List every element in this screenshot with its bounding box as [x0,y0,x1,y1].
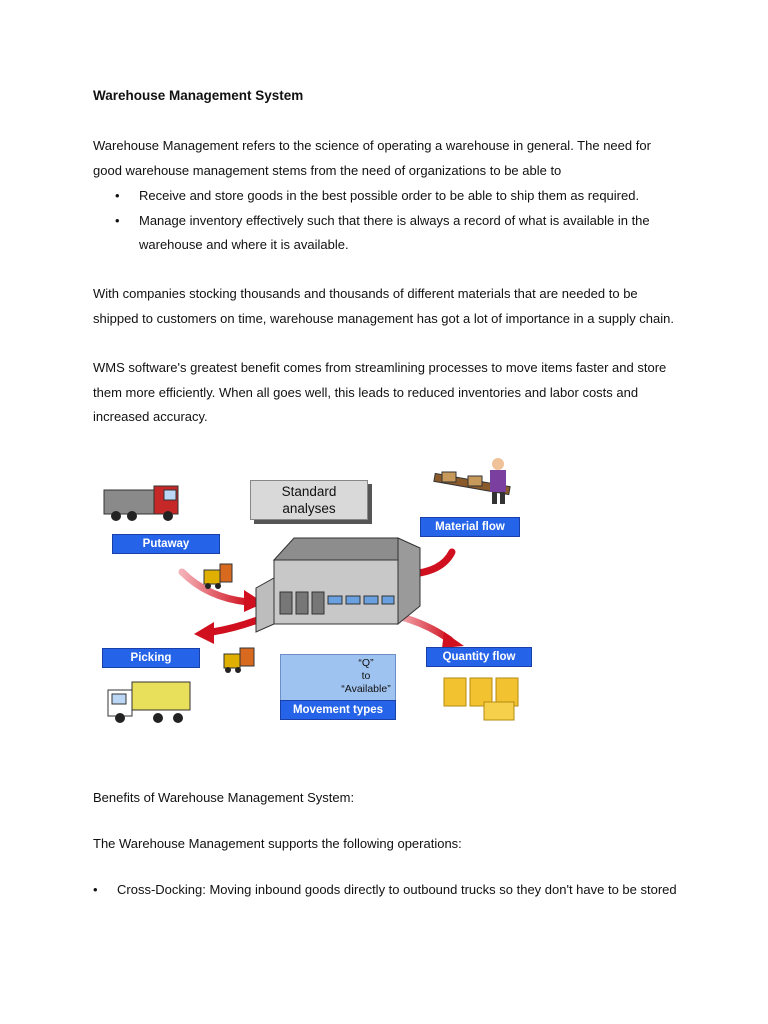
intro-paragraph: Warehouse Management refers to the science of operating a warehouse in general. The need for good warehouse management stems from the need of organizations to be able to [93,138,651,178]
movement-types-label: Movement types [280,700,396,720]
forklift-icon [204,564,232,589]
warehouse-building-icon [256,538,420,632]
q-text-line2: to [361,670,371,682]
operations-list [93,878,678,903]
warehouse-diagram [98,456,538,726]
arrow-quantity-out [398,616,464,648]
material-flow-label: Material flow [420,517,520,537]
supply-chain-paragraph: With companies stocking thousands and thousands of different materials that are needed to be shipped to customers on time, warehouse management has got a lot of importance in a supply chain. [93,286,674,326]
truck-icon [104,486,178,521]
picking-label: Picking [102,648,200,668]
boxes-stack-icon [444,678,518,720]
page-title: Warehouse Management System [93,88,304,103]
forklift-icon [224,648,254,673]
list-item: • Cross-Docking: Moving inbound goods directly to outbound trucks so they don't have to be stored [93,878,678,903]
q-to-available-text [337,657,395,696]
quantity-flow-label: Quantity flow [426,647,532,667]
putaway-label: Putaway [112,534,220,554]
q-text-line3: “Available” [341,683,391,695]
list-item: • Receive and store goods in the best possible order to be able to ship them as required. [93,184,678,209]
standard-analyses-box [250,480,368,520]
requirements-list [93,184,678,258]
standard-analyses-line2: analyses [282,501,336,516]
q-to-available-box [280,654,396,702]
benefits-heading: Benefits of Warehouse Management System: [93,790,355,805]
supports-paragraph: The Warehouse Management supports the following operations: [93,836,462,851]
q-text-line1: “Q” [358,657,374,669]
list-item: • Manage inventory effectively such that there is always a record of what is available in the warehouse and where it is available. [93,209,678,258]
delivery-truck-icon [108,682,190,723]
worker-conveyor-icon [434,458,510,504]
wms-benefit-paragraph: WMS software's greatest benefit comes from streamlining processes to move items faster and store them more efficiently. When all goes well, this leads to reduced inventories and labor costs and increased accuracy. [93,360,667,424]
standard-analyses-line1: Standard [281,484,337,499]
